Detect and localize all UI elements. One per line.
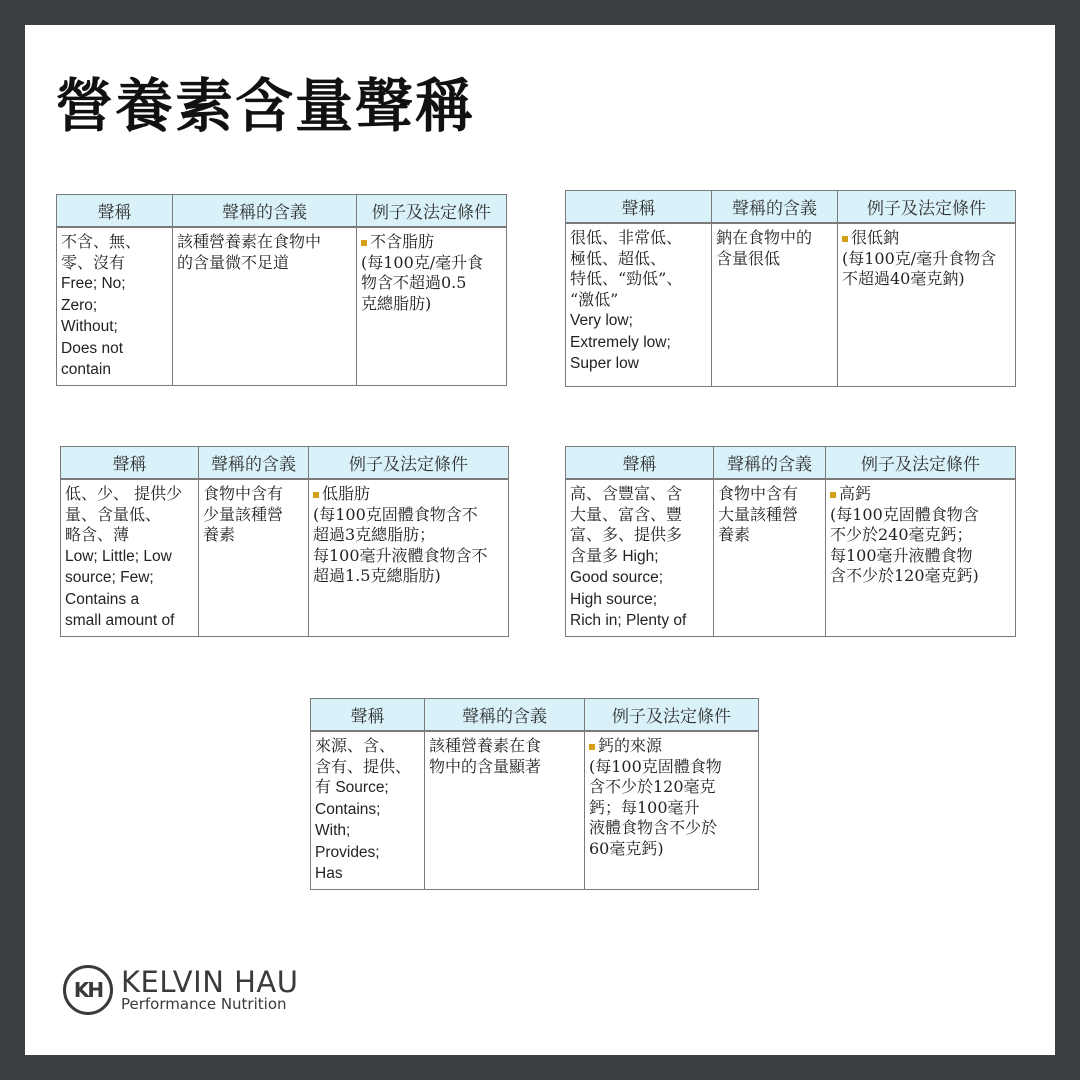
header-meaning: 聲稱的含義: [173, 195, 357, 228]
table-header-row: [61, 447, 509, 480]
claim-zh: 低、少、 提供少 量、含量低、 略含、薄: [65, 484, 183, 544]
table-header-row: [566, 447, 1016, 480]
example-body: (每100克固體食物含 不少於240毫克鈣； 每100毫升液體食物 含不少於120毫克鈣): [830, 504, 979, 585]
example-title: 很低鈉: [851, 228, 900, 247]
meaning-cell: 該種營養素在食物中 的含量微不足道: [173, 227, 357, 385]
meaning-cell: 食物中含有 少量該種營 養素: [199, 479, 309, 636]
example-cell: [838, 223, 1016, 386]
header-claim: 聲稱: [61, 447, 199, 480]
claim-en: Free; No; Zero; Without; Does not contain: [61, 275, 126, 378]
claim-table-high: [565, 446, 1016, 637]
example-body: (每100克/毫升食物含 不超過40毫克鈉): [842, 248, 997, 288]
example-cell: [309, 479, 509, 636]
claim-zh: 來源、含、 含有、提供、 有: [315, 736, 412, 796]
kh-logo-icon: KH: [63, 965, 113, 1015]
bullet-icon: [589, 744, 595, 750]
bullet-icon: [361, 240, 367, 246]
table-header-row: [311, 699, 759, 732]
bullet-icon: [830, 492, 836, 498]
example-body: (每100克固體食物 含不少於120毫克 鈣；每100毫升 液體食物含不少於 60毫克鈣): [589, 756, 722, 858]
claim-cell: [311, 731, 425, 889]
header-example: 例子及法定條件: [309, 447, 509, 480]
claim-zh: 不含、無、 零、沒有: [61, 232, 142, 272]
table-header-row: [566, 191, 1016, 224]
example-body: (每100克固體食物含不 超過3克總脂肪； 每100毫升液體食物含不 超過1.5克總脂肪): [313, 504, 488, 585]
page-title: 營養素含量聲稱: [55, 72, 476, 140]
table-header-row: [57, 195, 507, 228]
brand-name: KELVIN HAU: [121, 964, 299, 999]
brand-subtitle: Performance Nutrition: [121, 995, 287, 1014]
table-row: [311, 731, 759, 889]
header-meaning: 聲稱的含義: [712, 191, 838, 224]
table-row: [566, 223, 1016, 386]
header-example: 例子及法定條件: [838, 191, 1016, 224]
claim-cell: [57, 227, 173, 385]
table-row: [566, 479, 1016, 636]
bullet-icon: [842, 236, 848, 242]
header-claim: 聲稱: [311, 699, 425, 732]
claim-en: Low; Little; Low source; Few; Contains a small amount of: [65, 547, 175, 629]
claim-table-source: [310, 698, 759, 890]
example-cell: [826, 479, 1016, 636]
claim-en: High; Good source; High source; Rich in; Plenty of: [570, 547, 687, 629]
header-example: 例子及法定條件: [826, 447, 1016, 480]
header-claim: 聲稱: [566, 191, 712, 224]
example-title: 鈣的來源: [598, 736, 663, 755]
example-title: 不含脂肪: [370, 232, 435, 251]
infographic-card: [25, 25, 1055, 1055]
claim-cell: [566, 479, 714, 636]
brand-logo: [63, 965, 299, 1015]
claim-zh: 高、含豐富、含 大量、富含、豐 富、多、提供多 含量多: [570, 484, 683, 565]
claim-cell: [61, 479, 199, 636]
claim-table-low: [60, 446, 509, 637]
header-claim: 聲稱: [566, 447, 714, 480]
logo-text: [121, 964, 299, 1014]
claim-en: Source; Contains; With; Provides; Has: [315, 779, 389, 882]
meaning-cell: 食物中含有 大量該種營 養素: [714, 479, 826, 636]
meaning-cell: 該種營養素在食 物中的含量顯著: [425, 731, 585, 889]
claim-table-free: [56, 194, 507, 386]
claim-en: Very low; Extremely low; Super low: [570, 312, 671, 372]
example-title: 低脂肪: [322, 484, 371, 503]
example-cell: [585, 731, 759, 889]
meaning-cell: 鈉在食物中的 含量很低: [712, 223, 838, 386]
table-row: [57, 227, 507, 385]
header-meaning: 聲稱的含義: [199, 447, 309, 480]
bullet-icon: [313, 492, 319, 498]
header-example: 例子及法定條件: [585, 699, 759, 732]
header-claim: 聲稱: [57, 195, 173, 228]
table-row: [61, 479, 509, 636]
header-meaning: 聲稱的含義: [425, 699, 585, 732]
example-body: (每100克/毫升食 物含不超過0.5 克總脂肪): [361, 252, 484, 313]
claim-cell: [566, 223, 712, 386]
example-cell: [357, 227, 507, 385]
claim-zh: 很低、非常低、 極低、超低、 特低、“勁低”、 “激低”: [570, 228, 683, 309]
header-meaning: 聲稱的含義: [714, 447, 826, 480]
example-title: 高鈣: [839, 484, 872, 503]
header-example: 例子及法定條件: [357, 195, 507, 228]
claim-table-very-low: [565, 190, 1016, 387]
